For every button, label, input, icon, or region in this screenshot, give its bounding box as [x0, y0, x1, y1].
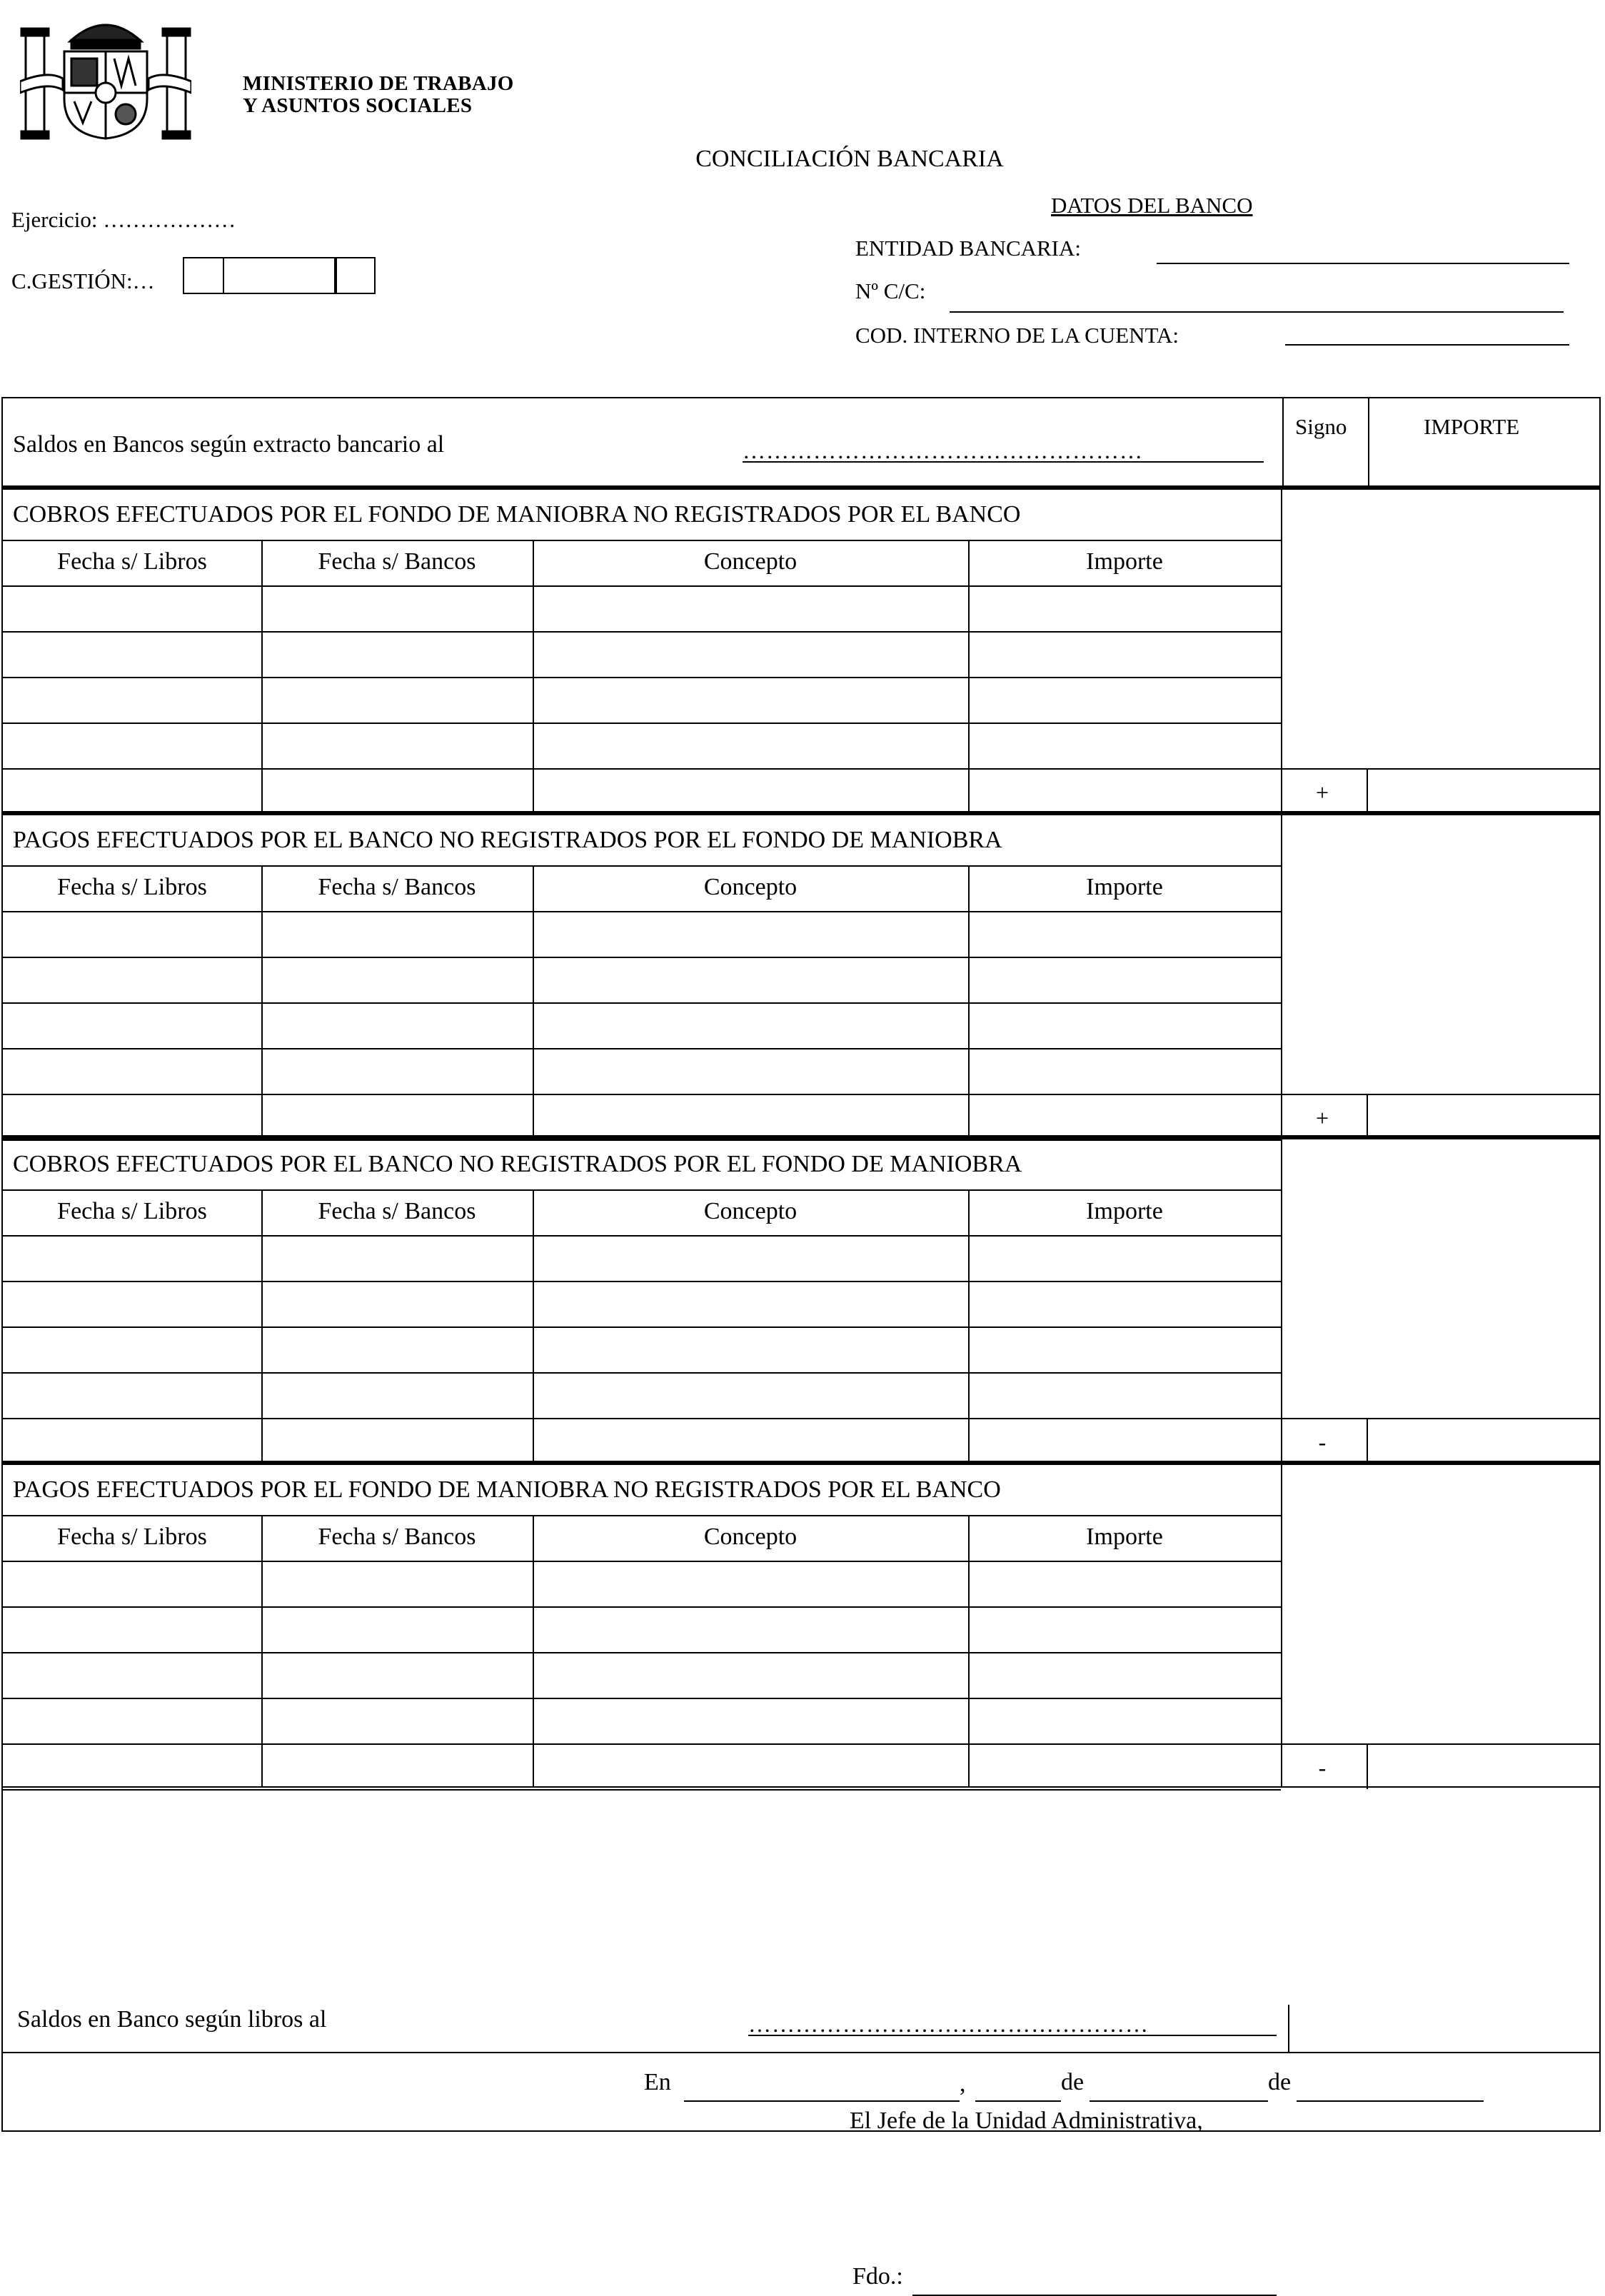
sign-symbol: +: [1315, 780, 1329, 805]
table-cell[interactable]: [968, 957, 1281, 1002]
column-header: Fecha s/ Bancos: [318, 1198, 476, 1224]
table-cell[interactable]: [533, 1048, 968, 1094]
table-cell[interactable]: [968, 1281, 1281, 1326]
table-cell[interactable]: [3, 722, 261, 768]
table-cell[interactable]: [261, 631, 533, 677]
column-header: Concepto: [703, 548, 798, 575]
table-cell[interactable]: [968, 1418, 1281, 1464]
table-cell[interactable]: [3, 585, 261, 631]
table-cell[interactable]: [3, 1743, 261, 1789]
table-cell[interactable]: [3, 631, 261, 677]
table-cell[interactable]: [968, 585, 1281, 631]
section-importe-total[interactable]: [1368, 1094, 1596, 1139]
table-cell[interactable]: [3, 911, 261, 957]
footer-de-1: de: [1061, 2069, 1085, 2095]
section-importe-total[interactable]: [1368, 1418, 1596, 1464]
gestion-box-2[interactable]: [223, 257, 337, 294]
table-cell[interactable]: [533, 1281, 968, 1326]
footer-comma: ,: [960, 2070, 966, 2097]
table-cell[interactable]: [533, 1652, 968, 1698]
table-cell[interactable]: [261, 1652, 533, 1698]
ministry-name: [243, 73, 514, 117]
bank-data-heading: DATOS DEL BANCO: [1051, 193, 1253, 218]
table-cell[interactable]: [3, 957, 261, 1002]
section-separator: [3, 811, 1599, 815]
section-title: PAGOS EFECTUADOS POR EL FONDO DE MANIOBRA NO REGISTRADOS POR EL BANCO: [13, 1476, 1001, 1503]
saldo-libros-label: Saldos en Banco según libros al: [17, 2006, 327, 2033]
saldo-extracto-label: Saldos en Bancos según extracto bancario al: [13, 431, 445, 458]
table-cell[interactable]: [261, 957, 533, 1002]
table-cell[interactable]: [533, 722, 968, 768]
section-title: PAGOS EFECTUADOS POR EL BANCO NO REGISTRADOS POR EL FONDO DE MANIOBRA: [13, 827, 1002, 853]
table-cell[interactable]: [533, 1094, 968, 1139]
table-cell[interactable]: [261, 768, 533, 814]
table-cell[interactable]: [968, 768, 1281, 814]
table-cell[interactable]: [261, 1235, 533, 1281]
table-cell[interactable]: [261, 1094, 533, 1139]
ministry-line-1: MINISTERIO DE TRABAJO: [243, 72, 514, 95]
table-cell[interactable]: [261, 1561, 533, 1606]
page-title: CONCILIACIÓN BANCARIA: [695, 146, 1004, 172]
importe-header: IMPORTE: [1424, 414, 1520, 439]
section-separator: [3, 485, 1599, 490]
table-cell[interactable]: [3, 1048, 261, 1094]
entidad-input-line[interactable]: [1157, 263, 1569, 264]
section-title: COBROS EFECTUADOS POR EL BANCO NO REGISTRADOS POR EL FONDO DE MANIOBRA: [13, 1151, 1022, 1177]
column-header: Fecha s/ Bancos: [318, 874, 476, 900]
section-separator: [3, 1135, 1599, 1139]
column-header: Fecha s/ Libros: [57, 548, 207, 575]
table-cell[interactable]: [533, 768, 968, 814]
table-cell[interactable]: [968, 1698, 1281, 1743]
table-cell[interactable]: [968, 1326, 1281, 1372]
column-header: Fecha s/ Libros: [57, 874, 207, 900]
table-cell[interactable]: [968, 1094, 1281, 1139]
column-header: Importe: [1086, 1524, 1163, 1550]
reconciliation-table: [1, 397, 1601, 2290]
cuenta-label: Nº C/C:: [855, 278, 926, 303]
table-cell[interactable]: [3, 1372, 261, 1418]
table-cell[interactable]: [968, 1743, 1281, 1789]
section-importe-total[interactable]: [1368, 768, 1596, 814]
column-header: Importe: [1086, 874, 1163, 900]
table-cell[interactable]: [261, 677, 533, 722]
entidad-label: ENTIDAD BANCARIA:: [855, 236, 1082, 261]
coat-of-arms-logo: [20, 13, 191, 141]
section-title: COBROS EFECTUADOS POR EL FONDO DE MANIOBRA NO REGISTRADOS POR EL BANCO: [13, 501, 1021, 528]
table-cell[interactable]: [261, 1418, 533, 1464]
table-cell[interactable]: [533, 1606, 968, 1652]
table-cell[interactable]: [261, 1743, 533, 1789]
column-header: Fecha s/ Bancos: [318, 1524, 476, 1550]
table-cell[interactable]: [3, 1281, 261, 1326]
sign-symbol: -: [1318, 1429, 1327, 1455]
table-cell[interactable]: [533, 1743, 968, 1789]
table-cell[interactable]: [968, 722, 1281, 768]
table-cell[interactable]: [3, 1561, 261, 1606]
table-cell[interactable]: [968, 1606, 1281, 1652]
cuenta-input-line[interactable]: [950, 311, 1564, 313]
table-cell[interactable]: [3, 1326, 261, 1372]
table-cell[interactable]: [533, 1561, 968, 1606]
section-separator: [3, 1461, 1599, 1465]
table-cell[interactable]: [261, 1606, 533, 1652]
ejercicio-field[interactable]: [11, 207, 236, 233]
table-cell[interactable]: [3, 1418, 261, 1464]
table-cell[interactable]: [533, 957, 968, 1002]
table-cell[interactable]: [3, 1002, 261, 1048]
column-header: Fecha s/ Bancos: [318, 548, 476, 575]
table-cell[interactable]: [968, 1561, 1281, 1606]
sign-symbol: -: [1318, 1755, 1327, 1781]
table-cell[interactable]: [3, 677, 261, 722]
footer-en-label: En: [644, 2069, 671, 2095]
saldo-libros-dots[interactable]: ……………………………………………: [748, 2013, 1277, 2036]
column-header: Importe: [1086, 548, 1163, 575]
table-cell[interactable]: [3, 1652, 261, 1698]
table-cell[interactable]: [968, 1002, 1281, 1048]
table-cell[interactable]: [968, 1048, 1281, 1094]
table-cell[interactable]: [3, 1094, 261, 1139]
column-header: Concepto: [703, 874, 798, 900]
table-cell[interactable]: [968, 1235, 1281, 1281]
ministry-line-2: Y ASUNTOS SOCIALES: [243, 94, 473, 117]
gestion-label: C.GESTIÓN:…: [11, 268, 155, 293]
column-header: Importe: [1086, 1198, 1163, 1224]
column-header: Concepto: [703, 1198, 798, 1224]
table-cell[interactable]: [533, 1326, 968, 1372]
ejercicio-dots: ………………: [103, 207, 236, 232]
cod-interno-label: COD. INTERNO DE LA CUENTA:: [855, 323, 1179, 348]
footer-de-2: de: [1268, 2069, 1292, 2095]
table-cell[interactable]: [533, 911, 968, 957]
table-cell[interactable]: [261, 911, 533, 957]
column-header: Fecha s/ Libros: [57, 1198, 207, 1224]
table-cell[interactable]: [261, 1281, 533, 1326]
column-header: Concepto: [703, 1524, 798, 1550]
table-cell[interactable]: [533, 1235, 968, 1281]
table-cell[interactable]: [3, 1606, 261, 1652]
signo-header: Signo: [1295, 414, 1347, 439]
table-cell[interactable]: [968, 631, 1281, 677]
ejercicio-label: Ejercicio:: [11, 207, 98, 232]
table-cell[interactable]: [968, 1372, 1281, 1418]
fdo-label: Fdo.:: [852, 2263, 903, 2290]
table-cell[interactable]: [261, 1048, 533, 1094]
section-importe-total[interactable]: [1368, 1743, 1596, 1789]
table-cell[interactable]: [261, 585, 533, 631]
column-header: Fecha s/ Libros: [57, 1524, 207, 1550]
table-cell[interactable]: [533, 631, 968, 677]
table-cell[interactable]: [261, 1698, 533, 1743]
table-cell[interactable]: [261, 1372, 533, 1418]
table-cell[interactable]: [968, 1652, 1281, 1698]
table-cell[interactable]: [261, 722, 533, 768]
table-cell[interactable]: [533, 677, 968, 722]
table-cell[interactable]: [533, 1372, 968, 1418]
table-cell[interactable]: [3, 768, 261, 814]
table-cell[interactable]: [261, 1326, 533, 1372]
table-cell[interactable]: [261, 1002, 533, 1048]
table-cell[interactable]: [968, 677, 1281, 722]
table-cell[interactable]: [533, 1418, 968, 1464]
gestion-box-3[interactable]: [334, 257, 376, 294]
gestion-box-1[interactable]: [183, 257, 224, 294]
table-cell[interactable]: [533, 585, 968, 631]
table-cell[interactable]: [968, 911, 1281, 957]
table-cell[interactable]: [3, 1698, 261, 1743]
cod-interno-input-line[interactable]: [1285, 344, 1569, 346]
saldo-extracto-dots[interactable]: ……………………………………………: [743, 440, 1264, 463]
jefe-label: El Jefe de la Unidad Administrativa,: [850, 2108, 1203, 2134]
table-cell[interactable]: [533, 1002, 968, 1048]
table-cell[interactable]: [3, 1235, 261, 1281]
table-cell[interactable]: [533, 1698, 968, 1743]
sign-symbol: +: [1315, 1105, 1329, 1131]
